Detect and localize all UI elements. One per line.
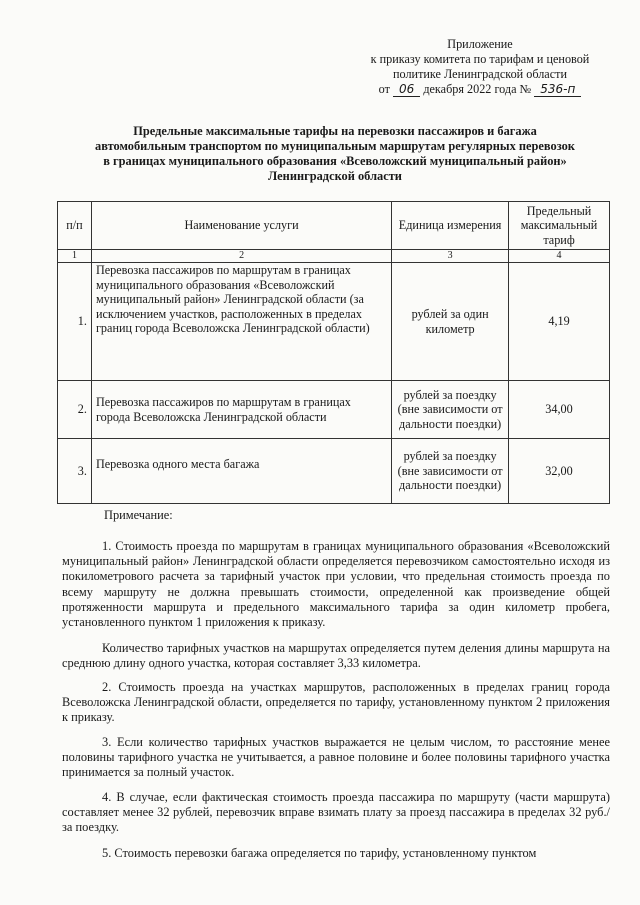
header-index: п/п <box>58 202 92 250</box>
row-service-name: Перевозка одного места багажа <box>91 439 391 504</box>
row-unit: рублей за поездку (вне зависимости от дальности поездки) <box>392 381 509 439</box>
row-index: 2. <box>58 381 92 439</box>
row-tariff: 4,19 <box>509 263 610 381</box>
table-row <box>58 381 610 439</box>
title-line-4: Ленинградской области <box>268 169 402 183</box>
col-number: 1 <box>58 250 92 263</box>
row-index: 3. <box>58 439 92 504</box>
appendix-order-ref-2: политике Ленинградской области <box>393 67 567 81</box>
table-header-row <box>58 202 610 250</box>
note-paragraph-6: 5. Стоимость перевозки багажа определяется по тарифу, установленному пунктом <box>102 846 537 860</box>
note-paragraph-5: 4. В случае, если фактическая стоимость проезда пассажира по маршруту (части маршрута) составляет менее 32 рублей, перевозчик вправе взимать плату за проезд пассажира в пределах 32 руб./за поездку. <box>62 790 610 835</box>
order-number-handwritten: 536-п <box>534 83 581 97</box>
note-paragraph-1: 1. Стоимость проезда по маршрутам в границах муниципального образования «Всеволожский муниципальный район» Ленинградской области определяется перевозчиком самостоятельно исходя из покилометрового расчета за тарифный участок при условии, что предельная стоимость проезда по всему маршруту не должна превышать стоимости, определенной как произведение общей протяженности маршрута и предельного максимального тарифа за один километр пробега, установленного пунктом 1 приложения к приказу. <box>62 539 610 630</box>
title-line-1: Предельные максимальные тарифы на перевозки пассажиров и багажа <box>133 124 537 138</box>
tariffs-table <box>57 201 610 504</box>
appendix-title: Приложение <box>447 37 513 51</box>
table-row <box>58 263 610 381</box>
row-tariff: 32,00 <box>509 439 610 504</box>
note-paragraph-2: Количество тарифных участков на маршрутах определяется путем деления длины маршрута на среднюю длину одного участка, которая составляет 3,33 километра. <box>62 641 610 671</box>
note-paragraph-4: 3. Если количество тарифных участков выражается не целым числом, то расстояние менее половины тарифного участка не учитывается, а равное половине и более половины тарифного участка принимается за полный участок. <box>62 735 610 780</box>
table-row <box>58 439 610 504</box>
appendix-header <box>355 37 605 97</box>
note-heading: Примечание: <box>104 508 173 522</box>
row-index: 1. <box>58 263 92 381</box>
appendix-date-line <box>355 82 605 97</box>
date-prefix: от <box>378 82 390 96</box>
document-title <box>70 124 600 184</box>
header-service-name: Наименование услуги <box>91 202 391 250</box>
row-tariff: 34,00 <box>509 381 610 439</box>
col-number: 3 <box>392 250 509 263</box>
note-paragraph-3: 2. Стоимость проезда на участках маршрутов, расположенных в пределах границ города Всеволожска Ленинградской области, определяется по тарифу, установленному пунктом 2 приложения к приказу. <box>62 680 610 725</box>
row-service-name: Перевозка пассажиров по маршрутам в границах муниципального образования «Всеволожский муниципальный район» Ленинградской области (за исключением участков, расположенных в пределах границ города Всеволожска Ленинградской области) <box>91 263 391 381</box>
table-column-numbers-row <box>58 250 610 263</box>
col-number: 4 <box>509 250 610 263</box>
date-rest: декабря 2022 года № <box>423 82 532 96</box>
row-unit: рублей за один километр <box>392 263 509 381</box>
appendix-order-ref: к приказу комитета по тарифам и ценовой <box>370 52 590 66</box>
date-day-handwritten: 06 <box>393 83 420 97</box>
col-number: 2 <box>91 250 391 263</box>
title-line-3: в границах муниципального образования «Всеволожский муниципальный район» <box>103 154 567 168</box>
header-unit: Единица измерения <box>392 202 509 250</box>
row-service-name: Перевозка пассажиров по маршрутам в границах города Всеволожска Ленинградской области <box>91 381 391 439</box>
row-unit: рублей за поездку (вне зависимости от дальности поездки) <box>392 439 509 504</box>
title-line-2: автомобильным транспортом по муниципальным маршрутам регулярных перевозок <box>95 139 575 153</box>
header-tariff: Предельный максимальный тариф <box>509 202 610 250</box>
